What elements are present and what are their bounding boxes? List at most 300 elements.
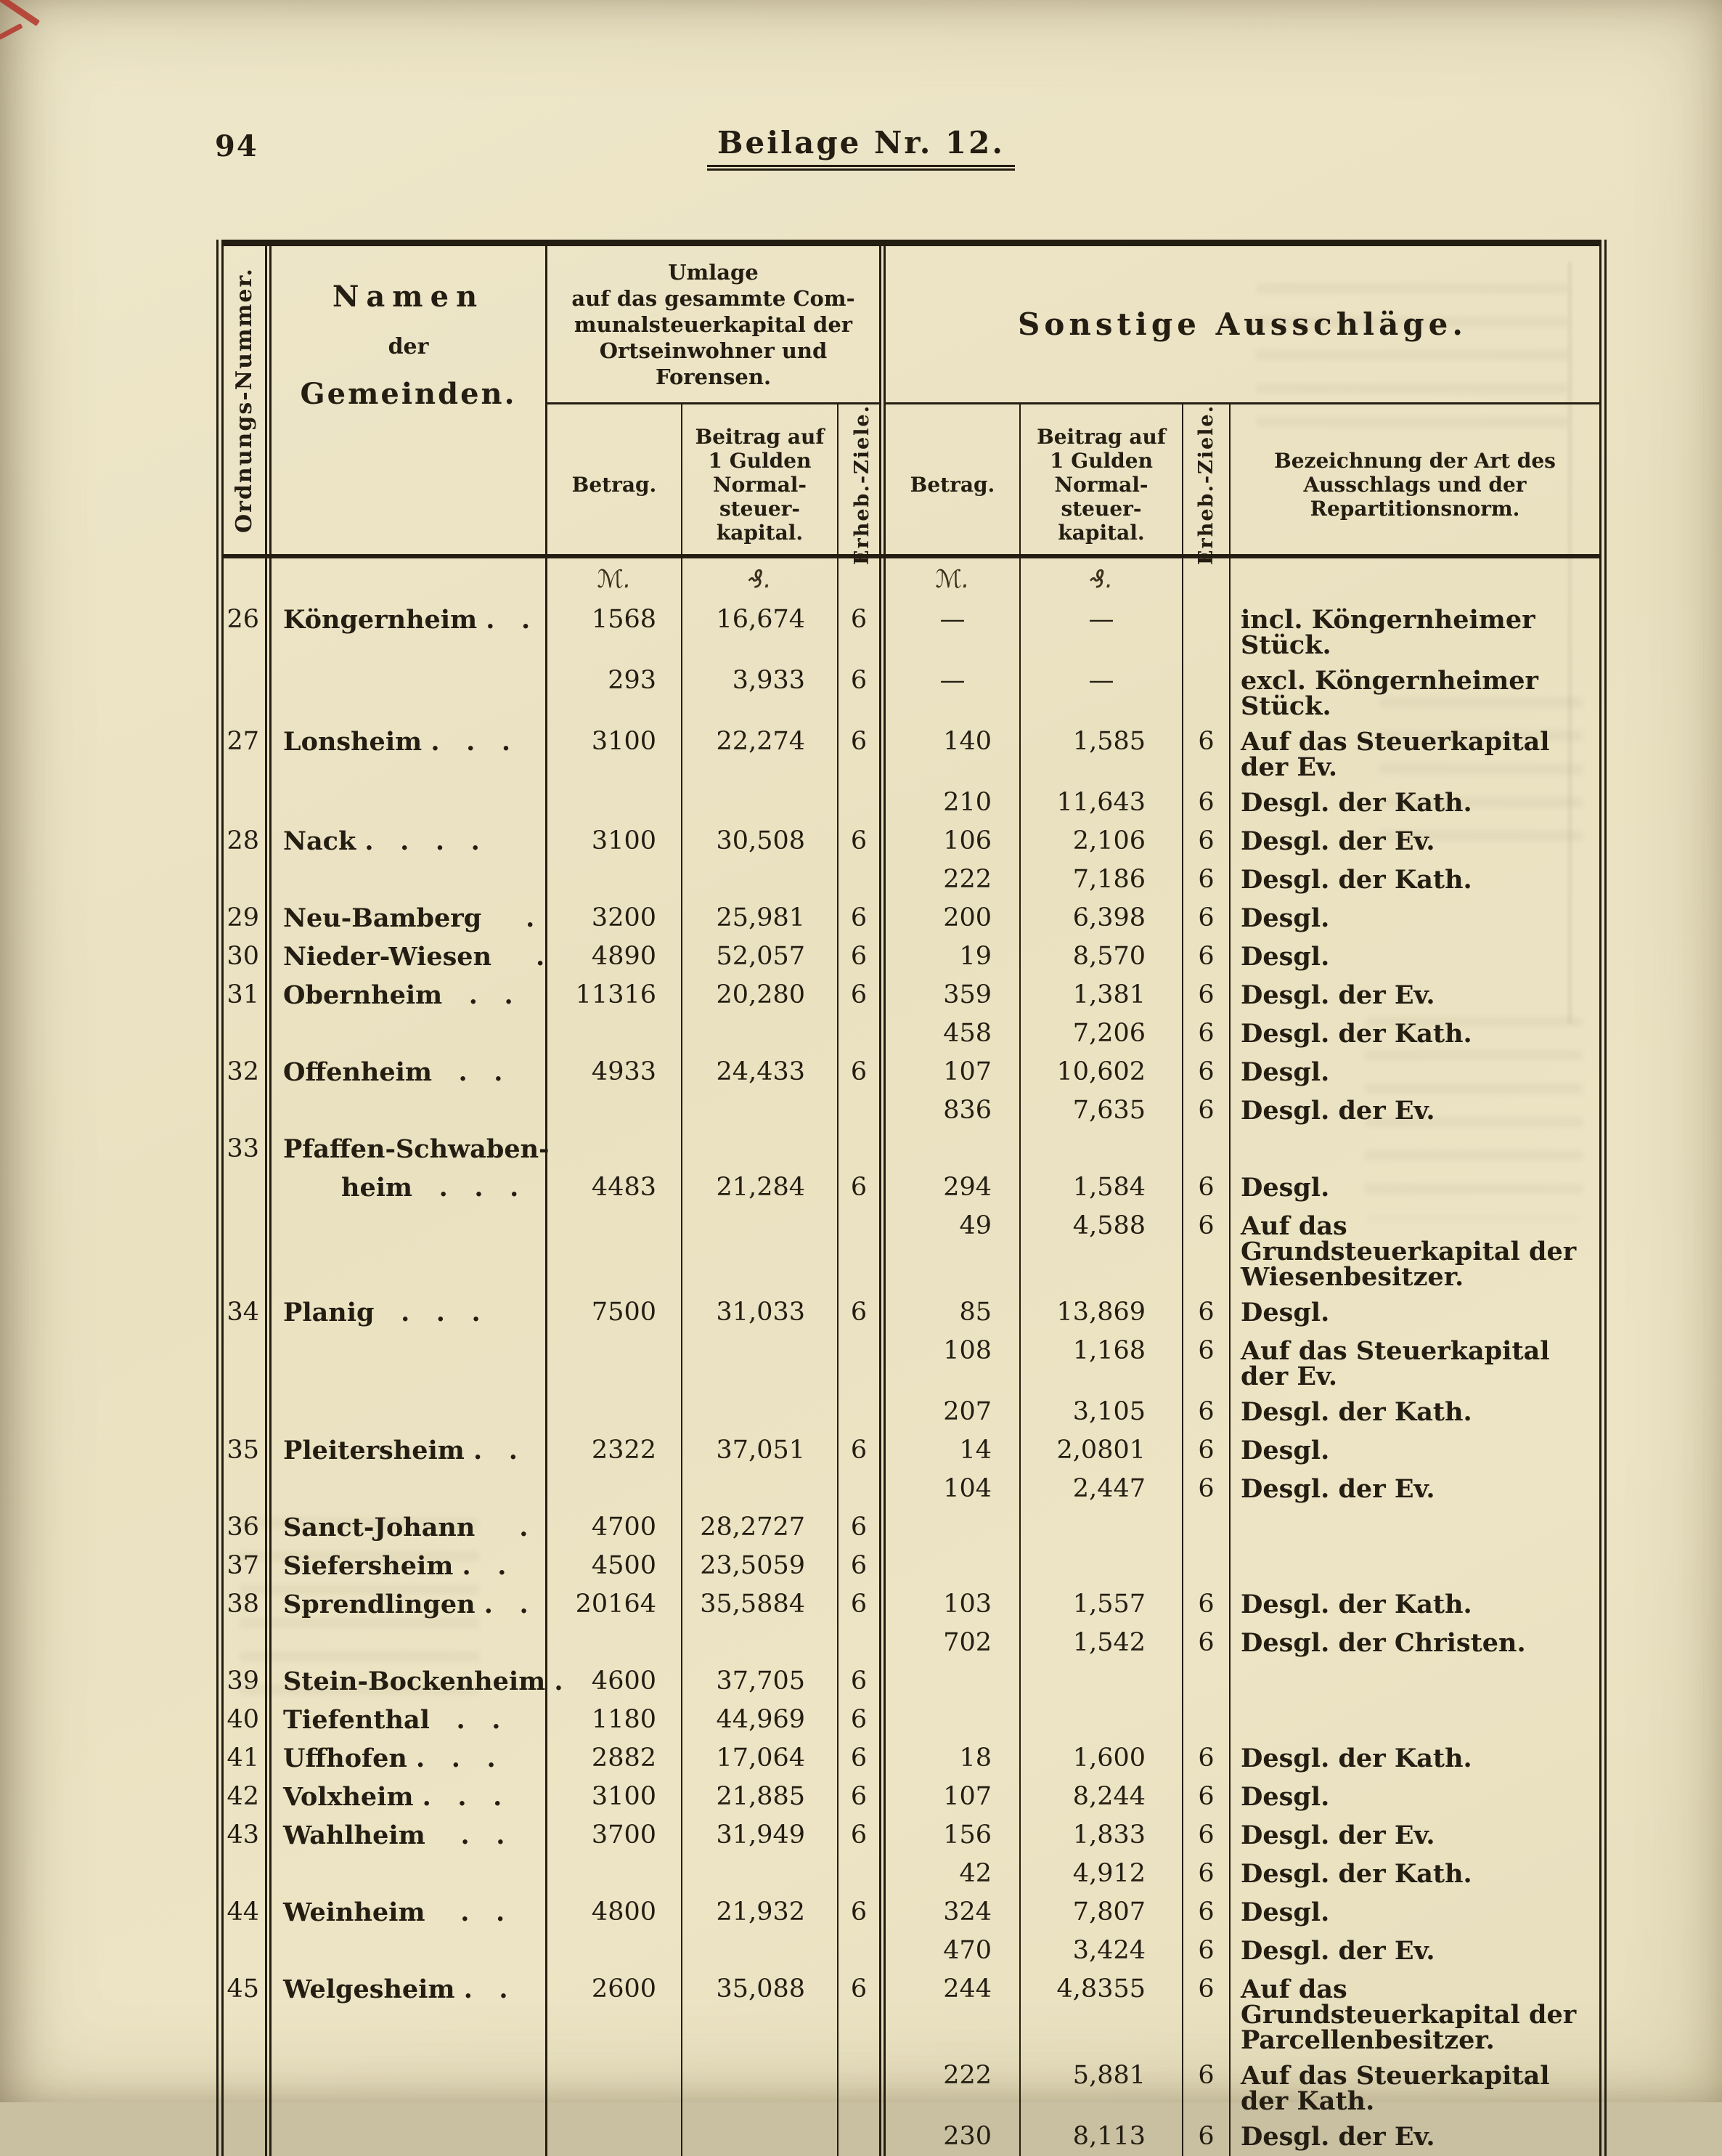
gemeinde-name-cell (272, 2118, 547, 2156)
bezeichnung-cell: Desgl. der Christen. (1241, 1628, 1526, 1658)
table-row (224, 1508, 1599, 1547)
row-number-cell: 29 (224, 899, 272, 937)
row-number-cell (224, 662, 272, 723)
bezeichnung-cell: Desgl. (1241, 942, 1330, 972)
umlage-erhebziele-cell (838, 1130, 886, 1168)
sonstige-betrag-cell: 200 (886, 899, 1021, 937)
units-spacer (224, 558, 272, 601)
sonstige-betrag-cell: 222 (886, 861, 1021, 899)
gemeinde-name-cell (272, 662, 547, 723)
gemeinde-name-cell: Obernheim . . (272, 976, 547, 1014)
row-number-cell: 28 (224, 822, 272, 861)
umlage-title-line: auf das gesammte Com- (571, 285, 855, 311)
row-number-cell: 38 (224, 1585, 272, 1624)
table-row (224, 723, 1599, 784)
sonstige-betrag-cell: 107 (886, 1053, 1021, 1091)
row-number-cell: 30 (224, 937, 272, 976)
row-number-cell (224, 1932, 272, 1970)
umlage-erhebziele-cell (838, 1014, 886, 1053)
sonstige-betrag-cell: 18 (886, 1739, 1021, 1778)
umlage-betrag-cell: 7500 (547, 1293, 682, 1332)
table-row (224, 601, 1599, 662)
sonstige-betrag-cell: 210 (886, 784, 1021, 822)
table-row (224, 1932, 1599, 1970)
sonstige-beitrag-cell (1021, 1130, 1183, 1168)
sonstige-beitrag-cell: 2,447 (1021, 1470, 1183, 1508)
row-number-cell: 34 (224, 1293, 272, 1332)
umlage-betrag-cell (547, 1932, 682, 1970)
sonstige-beitrag-cell (1021, 1547, 1183, 1585)
sonstige-betrag-cell: 470 (886, 1932, 1021, 1970)
umlage-subheaders (547, 404, 879, 566)
sonstige-beitrag-cell: — (1021, 601, 1183, 662)
table-row (224, 1970, 1599, 2057)
umlage-betrag-cell (547, 2057, 682, 2118)
page-number: 94 (215, 129, 258, 163)
masthead (0, 125, 1722, 171)
row-number-cell (224, 1393, 272, 1431)
table-row (224, 1816, 1599, 1855)
sonstige-erhebziele-cell: 6 (1183, 1893, 1231, 1932)
table-row (224, 1547, 1599, 1585)
sonstige-betrag-cell: 836 (886, 1091, 1021, 1130)
sonstige-betrag-cell: — (886, 662, 1021, 723)
bezeichnung-cell: Desgl. der Kath. (1241, 788, 1472, 818)
namen-line-3: Gemeinden. (300, 377, 517, 411)
beitrag-line: kapital. (1058, 521, 1145, 545)
sonstige-betrag-cell (886, 1130, 1021, 1168)
gemeinde-name-cell (272, 2057, 547, 2118)
umlage-betrag-cell (547, 1624, 682, 1662)
tax-table (216, 240, 1607, 2156)
row-number-cell (224, 1624, 272, 1662)
row-number-cell: 42 (224, 1778, 272, 1816)
sonstige-title-text: Sonstige Ausschläge. (1018, 306, 1467, 342)
sonstige-erhebziele-cell: 6 (1183, 1739, 1231, 1778)
erheb-ziele-label: Erheb.-Ziele. (851, 404, 873, 566)
umlage-beitrag-cell: 20,280 (682, 976, 838, 1014)
units-spacer (272, 558, 547, 601)
umlage-erhebziele-cell (838, 784, 886, 822)
sonstige-beitrag-cell: 10,602 (1021, 1053, 1183, 1091)
units-spacer (1231, 558, 1599, 601)
umlage-beitrag-cell (682, 1130, 838, 1168)
sonstige-beitrag-cell: 1,557 (1021, 1585, 1183, 1624)
umlage-beitrag-cell (682, 2057, 838, 2118)
umlage-betrag-cell: 1568 (547, 601, 682, 662)
umlage-beitrag-cell (682, 1932, 838, 1970)
sonstige-betrag-cell: 108 (886, 1332, 1021, 1393)
bezeichnung-cell: Auf das Grundsteuerkapital der Parcellenbesitzer. (1241, 1974, 1577, 2055)
sonstige-erhebziele-cell: 6 (1183, 1932, 1231, 1970)
table-row (224, 1207, 1599, 1293)
table-row (224, 1662, 1599, 1701)
bezeichnung-cell: Desgl. der Kath. (1241, 1019, 1472, 1049)
row-number-cell (224, 2118, 272, 2156)
sonstige-beitrag-cell: 8,570 (1021, 937, 1183, 976)
unit-kreuzer-symbol: ₰. (682, 558, 838, 601)
sonstige-erhebziele-cell: 6 (1183, 1293, 1231, 1332)
red-pen-mark (0, 0, 40, 26)
umlage-betrag-cell: 4500 (547, 1547, 682, 1585)
umlage-betrag-cell: 3100 (547, 1778, 682, 1816)
table-row (224, 1332, 1599, 1393)
sonstige-erhebziele-cell: 6 (1183, 1431, 1231, 1470)
sonstige-beitrag-cell (1021, 1662, 1183, 1701)
umlage-betrag-cell: 1180 (547, 1701, 682, 1739)
bezeichnung-cell: Desgl. der Kath. (1241, 1744, 1472, 1773)
umlage-erhebziele-cell (838, 2057, 886, 2118)
gemeinde-name-cell: Weinheim . . (272, 1893, 547, 1932)
sonstige-erhebziele-cell: 6 (1183, 784, 1231, 822)
bezeichnung-cell: Desgl. (1241, 1436, 1330, 1465)
row-number-cell: 44 (224, 1893, 272, 1932)
umlage-erhebziele-cell: 6 (838, 1701, 886, 1739)
sonstige-erhebziele-cell: 6 (1183, 1332, 1231, 1393)
umlage-erhebziele-cell: 6 (838, 1585, 886, 1624)
sonstige-title (886, 246, 1599, 404)
bezeichnung-cell: Desgl. der Ev. (1241, 1936, 1435, 1966)
gemeinde-name-cell: Nack . . . . (272, 822, 547, 861)
table-header (224, 246, 1599, 566)
row-number-cell (224, 1168, 272, 1207)
umlage-beitrag-cell: 35,5884 (682, 1585, 838, 1624)
table-row (224, 1293, 1599, 1332)
umlage-beitrag-cell (682, 1332, 838, 1393)
umlage-betrag-cell: 4483 (547, 1168, 682, 1207)
sonstige-erhebziele-cell (1183, 1662, 1231, 1701)
umlage-betrag-cell (547, 1091, 682, 1130)
gemeinde-name-cell: Pleitersheim . . (272, 1431, 547, 1470)
umlage-beitrag-cell: 28,2727 (682, 1508, 838, 1547)
umlage-beitrag-cell (682, 1091, 838, 1130)
umlage-betrag-cell (547, 1470, 682, 1508)
umlage-erhebziele-cell (838, 1332, 886, 1393)
umlage-beitrag-cell: 44,969 (682, 1701, 838, 1739)
beitrag-line: Normal- (712, 473, 807, 497)
umlage-betrag-cell: 3200 (547, 899, 682, 937)
table-row (224, 1739, 1599, 1778)
bezeichnung-cell: Auf das Steuerkapital der Ev. (1241, 1336, 1550, 1391)
sonstige-betrag-cell: 42 (886, 1855, 1021, 1893)
table-row (224, 1855, 1599, 1893)
umlage-title-line: munalsteuerkapital der (574, 312, 853, 337)
umlage-beitrag-cell: 21,284 (682, 1168, 838, 1207)
row-number-cell (224, 1470, 272, 1508)
sonstige-betrag-cell (886, 1547, 1021, 1585)
sonstige-betrag-cell: 14 (886, 1431, 1021, 1470)
umlage-erhebziele-cell: 6 (838, 662, 886, 723)
column-header-erheb-ziele (838, 404, 886, 565)
sonstige-beitrag-cell: 1,168 (1021, 1332, 1183, 1393)
umlage-betrag-cell: 2322 (547, 1431, 682, 1470)
gemeinde-name-cell: Tiefenthal . . (272, 1701, 547, 1739)
table-row (224, 2057, 1599, 2118)
table-row (224, 1168, 1599, 1207)
bezeichnung-cell: Desgl. (1241, 1298, 1330, 1327)
sonstige-beitrag-cell: 1,381 (1021, 976, 1183, 1014)
sonstige-beitrag-cell: 7,807 (1021, 1893, 1183, 1932)
gemeinde-name-cell: Stein-Bockenheim . (272, 1662, 547, 1701)
sonstige-beitrag-cell: 4,588 (1021, 1207, 1183, 1293)
bezeichnung-cell: Desgl. der Kath. (1241, 1397, 1472, 1427)
umlage-erhebziele-cell (838, 2118, 886, 2156)
sonstige-beitrag-cell: 1,585 (1021, 723, 1183, 784)
sonstige-betrag-cell: 294 (886, 1168, 1021, 1207)
sonstige-beitrag-cell: 2,106 (1021, 822, 1183, 861)
row-number-cell: 43 (224, 1816, 272, 1855)
sonstige-beitrag-cell: 6,398 (1021, 899, 1183, 937)
sonstige-erhebziele-cell: 6 (1183, 1053, 1231, 1091)
sonstige-erhebziele-cell (1183, 1508, 1231, 1547)
sonstige-beitrag-cell (1021, 1508, 1183, 1547)
row-number-cell (224, 2057, 272, 2118)
sonstige-erhebziele-cell: 6 (1183, 899, 1231, 937)
sonstige-erhebziele-cell: 6 (1183, 1624, 1231, 1662)
gemeinde-name-cell: Sanct-Johann . (272, 1508, 547, 1547)
umlage-betrag-cell: 3700 (547, 1816, 682, 1855)
sonstige-erhebziele-cell: 6 (1183, 1816, 1231, 1855)
umlage-title-line: Umlage (668, 259, 759, 285)
bezeichnung-line: Repartitionsnorm. (1310, 497, 1520, 521)
umlage-title-line: Ortseinwohner und (599, 338, 828, 363)
sonstige-betrag-cell: 85 (886, 1293, 1021, 1332)
sonstige-betrag-cell: 106 (886, 822, 1021, 861)
sonstige-beitrag-cell: 1,584 (1021, 1168, 1183, 1207)
table-row (224, 822, 1599, 861)
gemeinde-name-cell: Welgesheim . . (272, 1970, 547, 2057)
gemeinde-name-cell (272, 1855, 547, 1893)
umlage-erhebziele-cell: 6 (838, 937, 886, 976)
sonstige-erhebziele-cell: 6 (1183, 1855, 1231, 1893)
umlage-betrag-cell: 293 (547, 662, 682, 723)
umlage-erhebziele-cell (838, 1624, 886, 1662)
sonstige-beitrag-cell: 4,8355 (1021, 1970, 1183, 2057)
beitrag-line: steuer- (1061, 497, 1142, 521)
column-header-betrag (547, 404, 682, 565)
bezeichnung-cell (1231, 1130, 1599, 1168)
sonstige-beitrag-cell: — (1021, 662, 1183, 723)
sonstige-beitrag-cell: 3,424 (1021, 1932, 1183, 1970)
gemeinde-name-cell (272, 784, 547, 822)
bezeichnung-cell: Desgl. (1241, 1897, 1330, 1927)
table-row (224, 784, 1599, 822)
gemeinde-name-cell (272, 1393, 547, 1431)
umlage-beitrag-cell (682, 1624, 838, 1662)
table-row (224, 899, 1599, 937)
row-number-cell: 33 (224, 1130, 272, 1168)
sonstige-erhebziele-cell: 6 (1183, 1470, 1231, 1508)
gemeinde-name-cell: Pfaffen-Schwaben- (272, 1130, 547, 1168)
sonstige-betrag-cell: — (886, 601, 1021, 662)
umlage-beitrag-cell (682, 1470, 838, 1508)
bezeichnung-cell: Desgl. der Ev. (1241, 1821, 1435, 1850)
umlage-erhebziele-cell: 6 (838, 899, 886, 937)
row-number-cell: 39 (224, 1662, 272, 1701)
umlage-betrag-cell (547, 2118, 682, 2156)
gemeinde-name-cell (272, 1091, 547, 1130)
sonstige-erhebziele-cell: 6 (1183, 1585, 1231, 1624)
gemeinde-name-cell (272, 1014, 547, 1053)
sonstige-betrag-cell (886, 1701, 1021, 1739)
beitrag-line: 1 Gulden (1050, 449, 1153, 473)
sonstige-beitrag-cell: 4,912 (1021, 1855, 1183, 1893)
gemeinde-name-cell: Planig . . . (272, 1293, 547, 1332)
bezeichnung-cell: Auf das Steuerkapital der Ev. (1241, 727, 1550, 782)
gemeinde-name-cell: Neu-Bamberg . (272, 899, 547, 937)
bezeichnung-cell (1231, 1508, 1599, 1547)
sonstige-betrag-cell: 702 (886, 1624, 1021, 1662)
row-number-cell (224, 784, 272, 822)
erheb-ziele-label: Erheb.-Ziele. (1195, 404, 1217, 566)
beitrag-line: 1 Gulden (708, 449, 812, 473)
currency-units-row (224, 558, 1599, 601)
umlage-erhebziele-cell (838, 1855, 886, 1893)
column-group-umlage (547, 246, 886, 566)
row-number-cell (224, 1091, 272, 1130)
table-row (224, 1624, 1599, 1662)
gemeinde-name-cell (272, 1932, 547, 1970)
bezeichnung-cell: Desgl. (1241, 1057, 1330, 1087)
umlage-betrag-cell: 4890 (547, 937, 682, 976)
umlage-betrag-cell: 4800 (547, 1893, 682, 1932)
sonstige-erhebziele-cell: 6 (1183, 1168, 1231, 1207)
row-number-cell (224, 1332, 272, 1393)
umlage-erhebziele-cell: 6 (838, 1053, 886, 1091)
sonstige-erhebziele-cell: 6 (1183, 1207, 1231, 1293)
umlage-erhebziele-cell: 6 (838, 1293, 886, 1332)
umlage-betrag-cell (547, 1207, 682, 1293)
column-header-beitrag-2 (1021, 404, 1183, 565)
namen-line-1: Namen (332, 280, 485, 314)
umlage-beitrag-cell: 3,933 (682, 662, 838, 723)
row-number-cell: 40 (224, 1701, 272, 1739)
unit-mark-symbol-2: ℳ. (886, 558, 1021, 601)
sonstige-beitrag-cell: 1,542 (1021, 1624, 1183, 1662)
sonstige-erhebziele-cell: 6 (1183, 937, 1231, 976)
column-header-betrag-2 (886, 404, 1021, 565)
gemeinde-name-cell: Offenheim . . (272, 1053, 547, 1091)
gemeinde-name-cell: Lonsheim . . . (272, 723, 547, 784)
sonstige-erhebziele-cell: 6 (1183, 1970, 1231, 2057)
gemeinde-name-cell (272, 1207, 547, 1293)
sonstige-betrag-cell (886, 1508, 1021, 1547)
row-number-cell (224, 861, 272, 899)
column-header-gemeinden (272, 246, 547, 554)
table-row (224, 1470, 1599, 1508)
sonstige-beitrag-cell: 2,0801 (1021, 1431, 1183, 1470)
sonstige-erhebziele-cell: 6 (1183, 723, 1231, 784)
row-number-cell: 32 (224, 1053, 272, 1091)
column-header-bezeichnung (1231, 404, 1599, 565)
umlage-erhebziele-cell: 6 (838, 976, 886, 1014)
umlage-erhebziele-cell: 6 (838, 1816, 886, 1855)
umlage-erhebziele-cell: 6 (838, 1547, 886, 1585)
umlage-betrag-cell (547, 1393, 682, 1431)
umlage-beitrag-cell: 35,088 (682, 1970, 838, 2057)
table-row (224, 1585, 1599, 1624)
table-row (224, 1091, 1599, 1130)
table-row (224, 1701, 1599, 1739)
betrag-label: Betrag. (910, 473, 995, 497)
umlage-erhebziele-cell: 6 (838, 1778, 886, 1816)
column-header-ordnungsnummer (224, 246, 272, 554)
gemeinde-name-cell: heim . . . (272, 1168, 547, 1207)
sonstige-betrag-cell: 230 (886, 2118, 1021, 2156)
sonstige-betrag-cell: 107 (886, 1778, 1021, 1816)
sonstige-beitrag-cell: 5,881 (1021, 2057, 1183, 2118)
table-row (224, 861, 1599, 899)
umlage-betrag-cell (547, 1130, 682, 1168)
sonstige-erhebziele-cell: 6 (1183, 976, 1231, 1014)
sonstige-erhebziele-cell: 6 (1183, 1091, 1231, 1130)
sonstige-beitrag-cell: 11,643 (1021, 784, 1183, 822)
umlage-beitrag-cell (682, 1207, 838, 1293)
bezeichnung-cell: Auf das Steuerkapital der Kath. (1241, 2061, 1550, 2116)
sonstige-betrag-cell: 244 (886, 1970, 1021, 2057)
umlage-beitrag-cell: 21,932 (682, 1893, 838, 1932)
umlage-beitrag-cell: 52,057 (682, 937, 838, 976)
umlage-beitrag-cell: 30,508 (682, 822, 838, 861)
gemeinde-name-cell (272, 1624, 547, 1662)
red-pen-mark (0, 23, 23, 40)
umlage-beitrag-cell (682, 784, 838, 822)
sonstige-erhebziele-cell (1183, 601, 1231, 662)
umlage-betrag-cell (547, 861, 682, 899)
sonstige-erhebziele-cell: 6 (1183, 822, 1231, 861)
sonstige-erhebziele-cell: 6 (1183, 1393, 1231, 1431)
table-row (224, 937, 1599, 976)
row-number-cell: 31 (224, 976, 272, 1014)
umlage-erhebziele-cell: 6 (838, 1168, 886, 1207)
sonstige-erhebziele-cell (1183, 1701, 1231, 1739)
unit-mark-symbol: ℳ. (547, 558, 682, 601)
umlage-betrag-cell (547, 1332, 682, 1393)
bezeichnung-cell: Desgl. der Ev. (1241, 2122, 1435, 2152)
row-number-cell (224, 1855, 272, 1893)
umlage-betrag-cell: 2600 (547, 1970, 682, 2057)
gemeinde-name-cell (272, 861, 547, 899)
bezeichnung-cell: Desgl. der Kath. (1241, 1590, 1472, 1619)
sonstige-betrag-cell: 207 (886, 1393, 1021, 1431)
sonstige-subheaders (886, 404, 1599, 566)
table-row (224, 976, 1599, 1014)
namen-line-2: der (388, 334, 429, 359)
table-top-rule (224, 240, 1599, 246)
table-row (224, 1393, 1599, 1431)
row-number-cell: 41 (224, 1739, 272, 1778)
umlage-beitrag-cell: 17,064 (682, 1739, 838, 1778)
sonstige-betrag-cell (886, 1662, 1021, 1701)
bezeichnung-cell: incl. Köngernheimer Stück. (1241, 605, 1535, 660)
row-number-cell: 45 (224, 1970, 272, 2057)
bezeichnung-cell: Auf das Grundsteuerkapital der Wiesenbesitzer. (1241, 1211, 1577, 1292)
sonstige-erhebziele-cell: 6 (1183, 861, 1231, 899)
column-group-sonstige (886, 246, 1599, 566)
bezeichnung-cell: Desgl. der Ev. (1241, 980, 1435, 1010)
bezeichnung-cell (1231, 1701, 1599, 1739)
umlage-title (547, 246, 879, 404)
gemeinde-name-cell (272, 1470, 547, 1508)
column-header-erheb-ziele-2 (1183, 404, 1231, 565)
sonstige-beitrag-cell: 1,600 (1021, 1739, 1183, 1778)
gemeinde-name-cell: Nieder-Wiesen . (272, 937, 547, 976)
betrag-label: Betrag. (571, 473, 657, 497)
table-body (224, 601, 1599, 2156)
gemeinde-name-cell: Uffhofen . . . (272, 1739, 547, 1778)
umlage-betrag-cell: 11316 (547, 976, 682, 1014)
gemeinde-name-cell: Volxheim . . . (272, 1778, 547, 1816)
